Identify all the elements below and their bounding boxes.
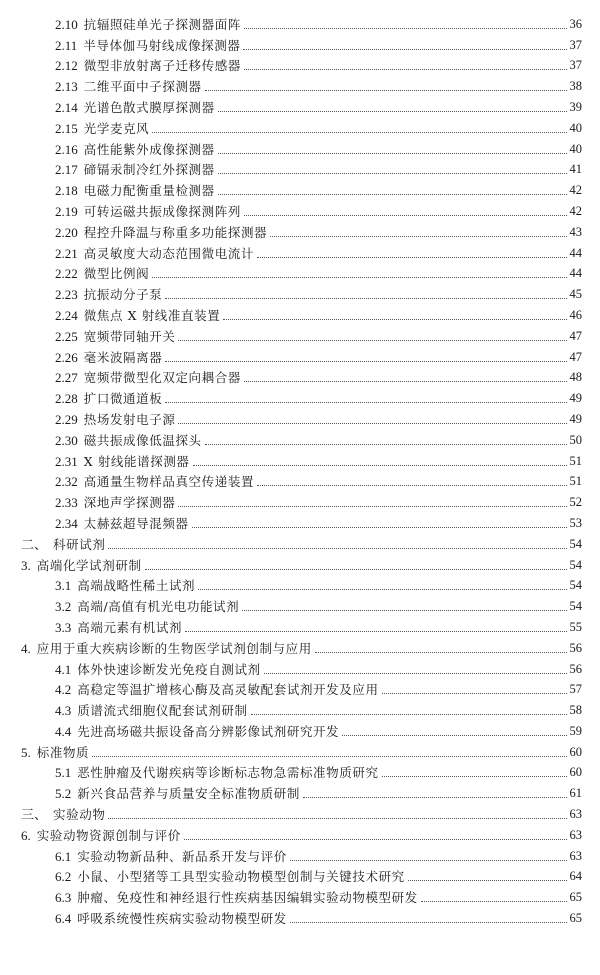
toc-entry-number: 2.33: [55, 495, 78, 511]
toc-entry-page: 48: [569, 370, 582, 385]
toc-entry-page: 45: [569, 287, 582, 302]
toc-entry-page: 59: [569, 723, 582, 738]
toc-entry-page: 56: [569, 640, 582, 655]
toc-entry-page: 44: [569, 245, 582, 260]
toc-dot-leader: [408, 879, 567, 881]
toc-entry-page: 43: [569, 224, 582, 239]
toc-dot-leader: [218, 152, 567, 154]
toc-entry-page: 49: [569, 411, 582, 426]
toc-entry-page: 61: [569, 786, 582, 801]
toc-entry-number: 4.4: [55, 723, 72, 739]
toc-entry-title: 新兴食品营养与质量安全标准物质研制: [77, 786, 300, 802]
toc-entry-title: 毫米波隔离器: [83, 349, 163, 365]
toc-entry-number: 3.3: [55, 619, 72, 635]
toc-entry-number: 2.19: [55, 203, 78, 219]
toc-entry-page: 39: [569, 99, 582, 114]
toc-entry[interactable]: [0, 198, 600, 219]
toc-entry-title: 高性能紫外成像探测器: [83, 141, 215, 157]
toc-entry-number: 4.3: [55, 703, 72, 719]
toc-entry-number: 2.10: [55, 16, 78, 32]
toc-entry[interactable]: [0, 489, 600, 510]
toc-dot-leader: [303, 796, 567, 798]
toc-entry-number: 5.1: [55, 765, 72, 781]
toc-entry-number: 2.16: [55, 141, 78, 157]
toc-entry-number: 2.11: [55, 37, 78, 53]
toc-entry-title: 小鼠、小型猪等工具型实验动物模型创制与关键技术研究: [77, 869, 405, 885]
toc-dot-leader: [244, 68, 567, 70]
toc-entry-page: 38: [569, 79, 582, 94]
toc-dot-leader: [342, 734, 566, 736]
toc-entry-number: 2.15: [55, 120, 78, 136]
toc-entry-title: 先进高场磁共振设备高分辨影像试剂研究开发: [77, 723, 340, 739]
toc-dot-leader: [193, 464, 567, 466]
toc-entry-page: 54: [569, 557, 582, 572]
toc-entry-title: 高灵敏度大动态范围微电流计: [83, 245, 255, 261]
toc-entry-number: 3.2: [55, 599, 72, 615]
toc-dot-leader: [165, 297, 566, 299]
toc-entry-page: 42: [569, 183, 582, 198]
toc-entry[interactable]: [0, 427, 600, 448]
toc-entry-title: 标准物质: [36, 744, 90, 760]
toc-dot-leader: [178, 339, 566, 341]
toc-entry-page: 36: [569, 16, 582, 31]
toc-entry-number: 4.1: [55, 661, 72, 677]
toc-entry[interactable]: [0, 323, 600, 344]
toc-entry-title: 质谱流式细胞仪配套试剂研制: [77, 703, 248, 719]
toc-entry-number: 2.24: [55, 307, 78, 323]
toc-dot-leader: [218, 193, 567, 195]
toc-entry[interactable]: [0, 365, 600, 386]
toc-entry-title: 深地声学探测器: [83, 495, 176, 511]
toc-entry[interactable]: [0, 302, 600, 323]
toc-entry-number: 2.21: [55, 245, 78, 261]
toc-entry-title: 肿瘤、免疫性和神经退行性疾病基因编辑实验动物模型研发: [77, 890, 418, 906]
toc-entry-number: 5.: [21, 744, 31, 760]
toc-entry-number: 2.29: [55, 411, 78, 427]
toc-entry-number: 2.25: [55, 328, 78, 344]
toc-entry[interactable]: [0, 677, 600, 698]
toc-dot-leader: [223, 318, 566, 320]
toc-entry[interactable]: [0, 53, 600, 74]
toc-entry-title: 体外快速诊断发光免疫自测试剂: [77, 661, 261, 677]
toc-entry[interactable]: [0, 656, 600, 677]
toc-dot-leader: [165, 360, 566, 362]
toc-entry-title: 高稳定等温扩增核心酶及高灵敏配套试剂开发及应用: [77, 682, 379, 698]
toc-dot-leader: [178, 422, 566, 424]
toc-entry-page: 63: [569, 807, 582, 822]
toc-entry-number: 2.20: [55, 224, 78, 240]
toc-entry-page: 51: [569, 453, 582, 468]
toc-entry[interactable]: [0, 573, 600, 594]
toc-entry-title: 高端/高值有机光电功能试剂: [77, 599, 240, 615]
toc-entry-title: 应用于重大疾病诊断的生物医学试剂创制与应用: [36, 640, 312, 656]
toc-entry-page: 53: [569, 515, 582, 530]
toc-entry-page: 63: [569, 827, 582, 842]
toc-entry-title: 实验动物新品种、新品系开发与评价: [77, 848, 287, 864]
toc-dot-leader: [92, 755, 566, 757]
toc-entry[interactable]: [0, 385, 600, 406]
toc-entry-title: 程控升降温与称重多功能探测器: [83, 224, 268, 240]
toc-entry-title: 呼吸系统慢性疾病实验动物模型研发: [77, 911, 287, 927]
toc-dot-leader: [257, 484, 566, 486]
toc-entry-title: 碲镉汞制冷红外探测器: [83, 162, 215, 178]
toc-entry-page: 64: [569, 869, 582, 884]
toc-dot-leader: [145, 568, 567, 570]
toc-entry[interactable]: [0, 510, 600, 531]
toc-entry-page: 50: [569, 432, 582, 447]
toc-dot-leader: [205, 443, 567, 445]
toc-entry-number: 2.12: [55, 58, 78, 74]
toc-entry-page: 37: [569, 58, 582, 73]
toc-dot-leader: [315, 651, 567, 653]
toc-entry-title: 微型非放射离子迁移传感器: [83, 58, 241, 74]
toc-entry-title: 高通量生物样品真空传递装置: [83, 474, 255, 490]
toc-dot-leader: [257, 256, 566, 258]
toc-entry-page: 54: [569, 599, 582, 614]
toc-dot-leader: [184, 838, 567, 840]
toc-entry-title: 恶性肿瘤及代谢疾病等诊断标志物急需标准物质研究: [77, 765, 379, 781]
toc-entry-title: 光学麦克风: [83, 120, 150, 136]
toc-entry-page: 58: [569, 703, 582, 718]
toc-entry[interactable]: [0, 136, 600, 157]
toc-entry-page: 41: [569, 162, 582, 177]
toc-entry[interactable]: [0, 593, 600, 614]
toc-dot-leader: [290, 921, 567, 923]
toc-entry-page: 54: [569, 578, 582, 593]
toc-dot-leader: [218, 172, 567, 174]
toc-entry-page: 55: [569, 619, 582, 634]
toc-dot-leader: [242, 609, 566, 611]
toc-entry-number: 6.4: [55, 911, 72, 927]
toc-entry[interactable]: [0, 552, 600, 573]
toc-entry-title: 高端化学试剂研制: [36, 557, 142, 573]
toc-entry-page: 44: [569, 266, 582, 281]
toc-entry[interactable]: [0, 843, 600, 864]
toc-entry[interactable]: [0, 11, 600, 32]
toc-entry-title: 太赫兹超导混频器: [83, 515, 189, 531]
toc-dot-leader: [218, 110, 567, 112]
toc-entry-page: 47: [569, 328, 582, 343]
toc-dot-leader: [108, 817, 566, 819]
toc-dot-leader: [198, 588, 566, 590]
toc-dot-leader: [185, 630, 566, 632]
toc-entry-page: 57: [569, 682, 582, 697]
toc-entry[interactable]: [0, 261, 600, 282]
toc-entry-title: 磁共振成像低温探头: [83, 432, 202, 448]
toc-entry-title: 抗辐照硅单光子探测器面阵: [83, 16, 241, 32]
toc-entry-title: 半导体伽马射线成像探测器: [83, 37, 241, 53]
toc-dot-leader: [290, 859, 567, 861]
toc-entry-page: 47: [569, 349, 582, 364]
toc-entry-page: 51: [569, 474, 582, 489]
toc-entry-number: 3.: [21, 557, 31, 573]
toc-dot-leader: [382, 692, 567, 694]
toc-entry[interactable]: [0, 780, 600, 801]
toc-entry-page: 65: [569, 911, 582, 926]
toc-entry-page: 56: [569, 661, 582, 676]
toc-entry-title: 光谱色散式膜厚探测器: [83, 99, 215, 115]
toc-entry[interactable]: [0, 219, 600, 240]
toc-entry-number: 2.18: [55, 183, 78, 199]
toc-entry[interactable]: [0, 406, 600, 427]
toc-entry-page: 40: [569, 120, 582, 135]
toc-entry[interactable]: [0, 614, 600, 635]
toc-entry-page: 65: [569, 890, 582, 905]
toc-entry-page: 60: [569, 765, 582, 780]
toc-entry-page: 63: [569, 848, 582, 863]
toc-entry-page: 60: [569, 744, 582, 759]
toc-entry-number: 6.3: [55, 890, 72, 906]
toc-entry-page: 46: [569, 307, 582, 322]
toc-entry-title: 高端元素有机试剂: [77, 619, 183, 635]
toc-entry-number: 4.: [21, 640, 31, 656]
toc-entry-page: 40: [569, 141, 582, 156]
toc-dot-leader: [152, 131, 566, 133]
toc-entry-number: 6.1: [55, 848, 72, 864]
toc-entry[interactable]: [0, 822, 600, 843]
toc-entry-page: 52: [569, 495, 582, 510]
toc-entry[interactable]: [0, 177, 600, 198]
toc-entry-number: 6.2: [55, 869, 72, 885]
toc-entry[interactable]: [0, 531, 600, 552]
toc-entry-page: 54: [569, 536, 582, 551]
toc-dot-leader: [251, 713, 567, 715]
toc-entry[interactable]: [0, 864, 600, 885]
toc-entry-title: 宽频带微型化双定向耦合器: [83, 370, 241, 386]
toc-entry-number: 2.27: [55, 370, 78, 386]
toc-entry-title: 电磁力配衡重量检测器: [83, 183, 215, 199]
toc-entry-number: 2.17: [55, 162, 78, 178]
toc-entry-number: 4.2: [55, 682, 72, 698]
toc-entry-page: 49: [569, 391, 582, 406]
toc-entry[interactable]: [0, 884, 600, 905]
toc-entry-number: 2.14: [55, 99, 78, 115]
toc-dot-leader: [244, 214, 567, 216]
toc-dot-leader: [243, 48, 566, 50]
toc-dot-leader: [165, 401, 566, 403]
toc-entry-number: 2.31: [55, 453, 78, 469]
toc-entry-title: 扩口微通道板: [83, 391, 163, 407]
toc-entry[interactable]: [0, 32, 600, 53]
toc-entry[interactable]: [0, 115, 600, 136]
toc-entry-number: 三、: [21, 807, 48, 823]
toc-entry[interactable]: [0, 240, 600, 261]
toc-entry[interactable]: [0, 281, 600, 302]
toc-entry-title: 科研试剂: [53, 536, 106, 552]
toc-entry-title: 高端战略性稀土试剂: [77, 578, 196, 594]
toc-entry-number: 2.34: [55, 515, 78, 531]
toc-entry-page: 37: [569, 37, 582, 52]
toc-dot-leader: [108, 547, 566, 549]
toc-entry-title: 微焦点 X 射线准直装置: [83, 307, 221, 323]
toc-entry-number: 5.2: [55, 786, 72, 802]
toc-entry[interactable]: [0, 448, 600, 469]
toc-entry-number: 二、: [21, 536, 48, 552]
toc-dot-leader: [244, 380, 567, 382]
toc-dot-leader: [205, 89, 567, 91]
toc-dot-leader: [192, 526, 567, 528]
toc-entry-number: 2.26: [55, 349, 78, 365]
toc-entry-title: 抗振动分子泵: [83, 287, 163, 303]
toc-entry-number: 2.13: [55, 79, 78, 95]
toc-entry[interactable]: [0, 469, 600, 490]
toc-entry-number: 6.: [21, 827, 31, 843]
toc-entry-title: 宽频带同轴开关: [83, 328, 176, 344]
toc-entry[interactable]: [0, 801, 600, 822]
toc-entry-number: 2.30: [55, 432, 78, 448]
toc-entry[interactable]: [0, 73, 600, 94]
toc-entry-title: X 射线能谱探测器: [83, 453, 190, 469]
toc-entry-title: 实验动物: [53, 807, 106, 823]
toc-entry-title: 热场发射电子源: [83, 411, 176, 427]
toc-dot-leader: [270, 235, 566, 237]
toc-entry[interactable]: [0, 718, 600, 739]
toc-dot-leader: [244, 27, 567, 29]
toc-dot-leader: [264, 672, 567, 674]
toc-entry[interactable]: [0, 739, 600, 760]
toc-entry[interactable]: [0, 905, 600, 926]
toc-entry-title: 可转运磁共振成像探测阵列: [83, 203, 241, 219]
table-of-contents: [0, 11, 600, 926]
toc-dot-leader: [421, 900, 567, 902]
toc-entry-title: 实验动物资源创制与评价: [36, 827, 181, 843]
toc-entry-title: 微型比例阀: [83, 266, 150, 282]
toc-entry-number: 2.28: [55, 391, 78, 407]
toc-dot-leader: [382, 775, 567, 777]
toc-entry[interactable]: [0, 760, 600, 781]
toc-entry-number: 3.1: [55, 578, 72, 594]
toc-entry[interactable]: [0, 635, 600, 656]
toc-entry[interactable]: [0, 94, 600, 115]
toc-entry-number: 2.32: [55, 474, 78, 490]
toc-entry-title: 二维平面中子探测器: [83, 79, 202, 95]
toc-dot-leader: [178, 505, 566, 507]
toc-entry[interactable]: [0, 697, 600, 718]
toc-entry-page: 42: [569, 203, 582, 218]
toc-entry[interactable]: [0, 157, 600, 178]
toc-entry-number: 2.22: [55, 266, 78, 282]
toc-entry[interactable]: [0, 344, 600, 365]
toc-entry-number: 2.23: [55, 287, 78, 303]
toc-dot-leader: [152, 276, 566, 278]
